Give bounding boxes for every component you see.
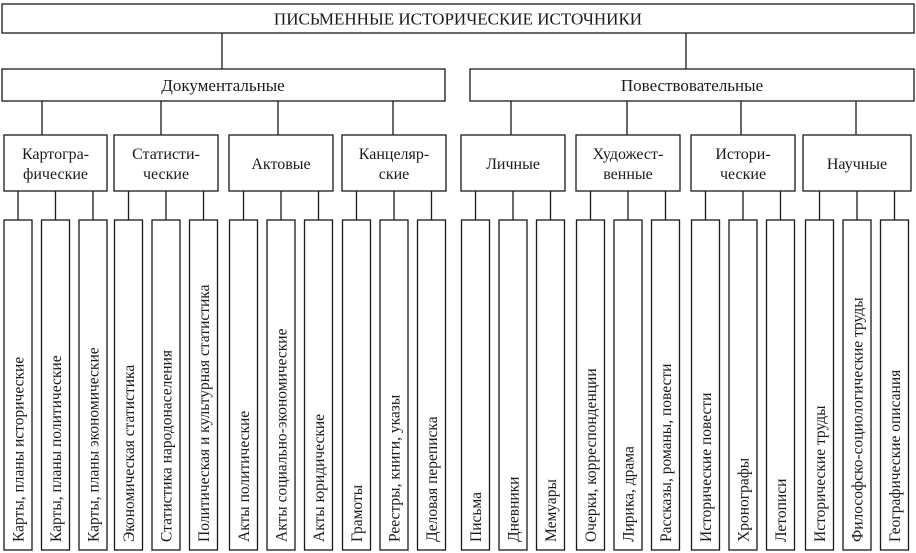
leaf-label: Акты политические	[236, 410, 253, 542]
leaf-label: Карты, планы политические	[48, 355, 65, 542]
leaf-label: Карты, планы экономические	[85, 347, 103, 542]
category-label: ческие	[142, 166, 190, 183]
leaf-label: Философско-социологические труды	[849, 297, 867, 542]
leaf-label: Рассказы, романы, повести	[658, 363, 675, 542]
leaf-label: Реестры, книги, указы	[386, 394, 404, 542]
category-label: ческие	[719, 166, 767, 183]
leaf-label: Мемуары	[543, 479, 560, 542]
root-node	[2, 4, 914, 33]
leaf-label: Исторические труды	[812, 405, 829, 542]
connector-lines	[18, 33, 895, 220]
category-label: Актовые	[251, 156, 311, 173]
category-label: венные	[603, 166, 653, 183]
category-label: Картогра-	[21, 146, 90, 163]
category-label: ские	[378, 166, 410, 183]
leaf-label: Географические описания	[887, 369, 904, 542]
leaf-label: Статистика народонаселения	[158, 350, 176, 542]
leaf-label: Политическая и культурная статистика	[196, 284, 213, 542]
group-label-narrative: Повествовательные	[620, 76, 764, 95]
leaf-label: Грамоты	[349, 484, 366, 542]
leaf-label: Лирика, драма	[620, 446, 638, 542]
category-nodes	[4, 135, 911, 191]
leaf-nodes	[4, 220, 909, 550]
group-node-narrative	[470, 69, 914, 101]
leaf-label: Хронографы	[735, 457, 753, 542]
category-label: Научные	[826, 156, 888, 173]
category-label: фические	[22, 166, 89, 183]
leaf-label: Деловая переписка	[424, 416, 441, 542]
category-label: Личные	[486, 156, 540, 173]
leaf-label: Летописи	[773, 478, 790, 542]
leaf-label: Акты социально-экономические	[273, 328, 291, 542]
leaf-label: Карты, планы исторические	[10, 356, 28, 542]
category-label: Истори-	[715, 146, 771, 163]
group-node-documentary	[2, 69, 445, 101]
category-label: Статисти-	[132, 146, 200, 163]
leaf-label: Исторические повести	[698, 392, 715, 542]
category-label: Канцеляр-	[358, 146, 430, 163]
leaf-label: Акты юридические	[311, 413, 328, 542]
leaf-label: Письма	[468, 491, 485, 542]
leaf-label: Экономическая статистика	[121, 364, 138, 542]
leaf-label: Дневники	[505, 476, 523, 542]
category-label: Художест-	[592, 146, 664, 163]
group-label-documentary: Документальные	[161, 76, 285, 95]
leaf-label: Очерки, корреспонденции	[583, 368, 600, 542]
root-title: ПИСЬМЕННЫЕ ИСТОРИЧЕСКИЕ ИСТОЧНИКИ	[273, 9, 643, 29]
